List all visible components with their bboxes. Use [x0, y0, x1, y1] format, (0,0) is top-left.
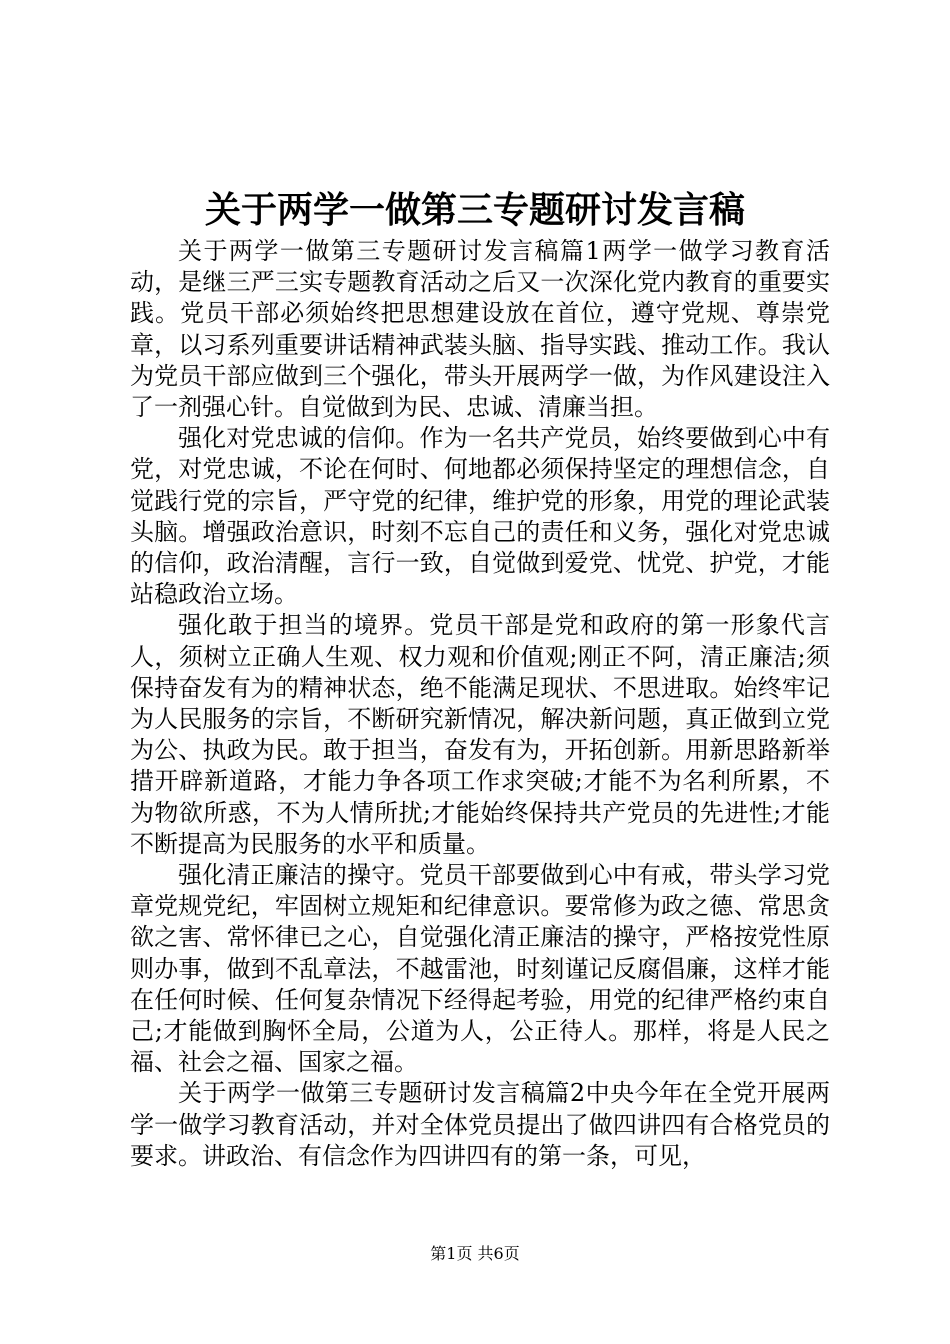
paragraph-intro: 关于两学一做第三专题研讨发言稿篇1两学一做学习教育活动，是继三严三实专题教育活动之后又一次深化党内教育的重要实践。党员干部必须始终把思想建设放在首位，遵守党规、尊崇党章，以习系列重要讲话精神武装头脑、指导实践、推动工作。我认为党员干部应做到三个强化，带头开展两学一做，为作风建设注入了一剂强心针。自觉做到为民、忠诚、清廉当担。 — [130, 237, 830, 422]
document-title: 关于两学一做第三专题研讨发言稿 — [204, 189, 745, 231]
paragraph-integrity: 强化清正廉洁的操守。党员干部要做到心中有戒，带头学习党章党规党纪，牢固树立规矩和纪律意识。要常修为政之德、常思贪欲之害、常怀律已之心，自觉强化清正廉洁的操守，严格按党性原则办事，做到不乱章法，不越雷池，时刻谨记反腐倡廉，这样才能在任何时候、任何复杂情况下经得起考验，用党的纪律严格约束自己;才能做到胸怀全局，公道为人，公正待人。那样，将是人民之福、社会之福、国家之福。 — [130, 861, 830, 1077]
document-body — [130, 236, 830, 1172]
paragraph-responsibility: 强化敢于担当的境界。党员干部是党和政府的第一形象代言人，须树立正确人生观、权力观和价值观;刚正不阿，清正廉洁;须保持奋发有为的精神状态，绝不能满足现状、不思进取。始终牢记为人民服务的宗旨，不断研究新情况，解决新问题，真正做到立党为公、执政为民。敢于担当，奋发有为，开拓创新。用新思路新举措开辟新道路，才能力争各项工作求突破;才能不为名利所累，不为物欲所惑，不为人情所扰;才能始终保持共产党员的先进性;才能不断提高为民服务的水平和质量。 — [130, 611, 830, 858]
page-number-footer: 第1页 共6页 — [430, 1244, 520, 1263]
paragraph-loyalty: 强化对党忠诚的信仰。作为一名共产党员，始终要做到心中有党，对党忠诚，不论在何时、何地都必须保持坚定的理想信念，自觉践行党的宗旨，严守党的纪律，维护党的形象，用党的理论武装头脑。增强政治意识，时刻不忘自己的责任和义务，强化对党忠诚的信仰，政治清醒，言行一致，自觉做到爱党、忧党、护党，才能站稳政治立场。 — [130, 424, 830, 609]
paragraph-part-two: 关于两学一做第三专题研讨发言稿篇2中央今年在全党开展两学一做学习教育活动，并对全体党员提出了做四讲四有合格党员的要求。讲政治、有信念作为四讲四有的第一条，可见， — [130, 1079, 830, 1170]
